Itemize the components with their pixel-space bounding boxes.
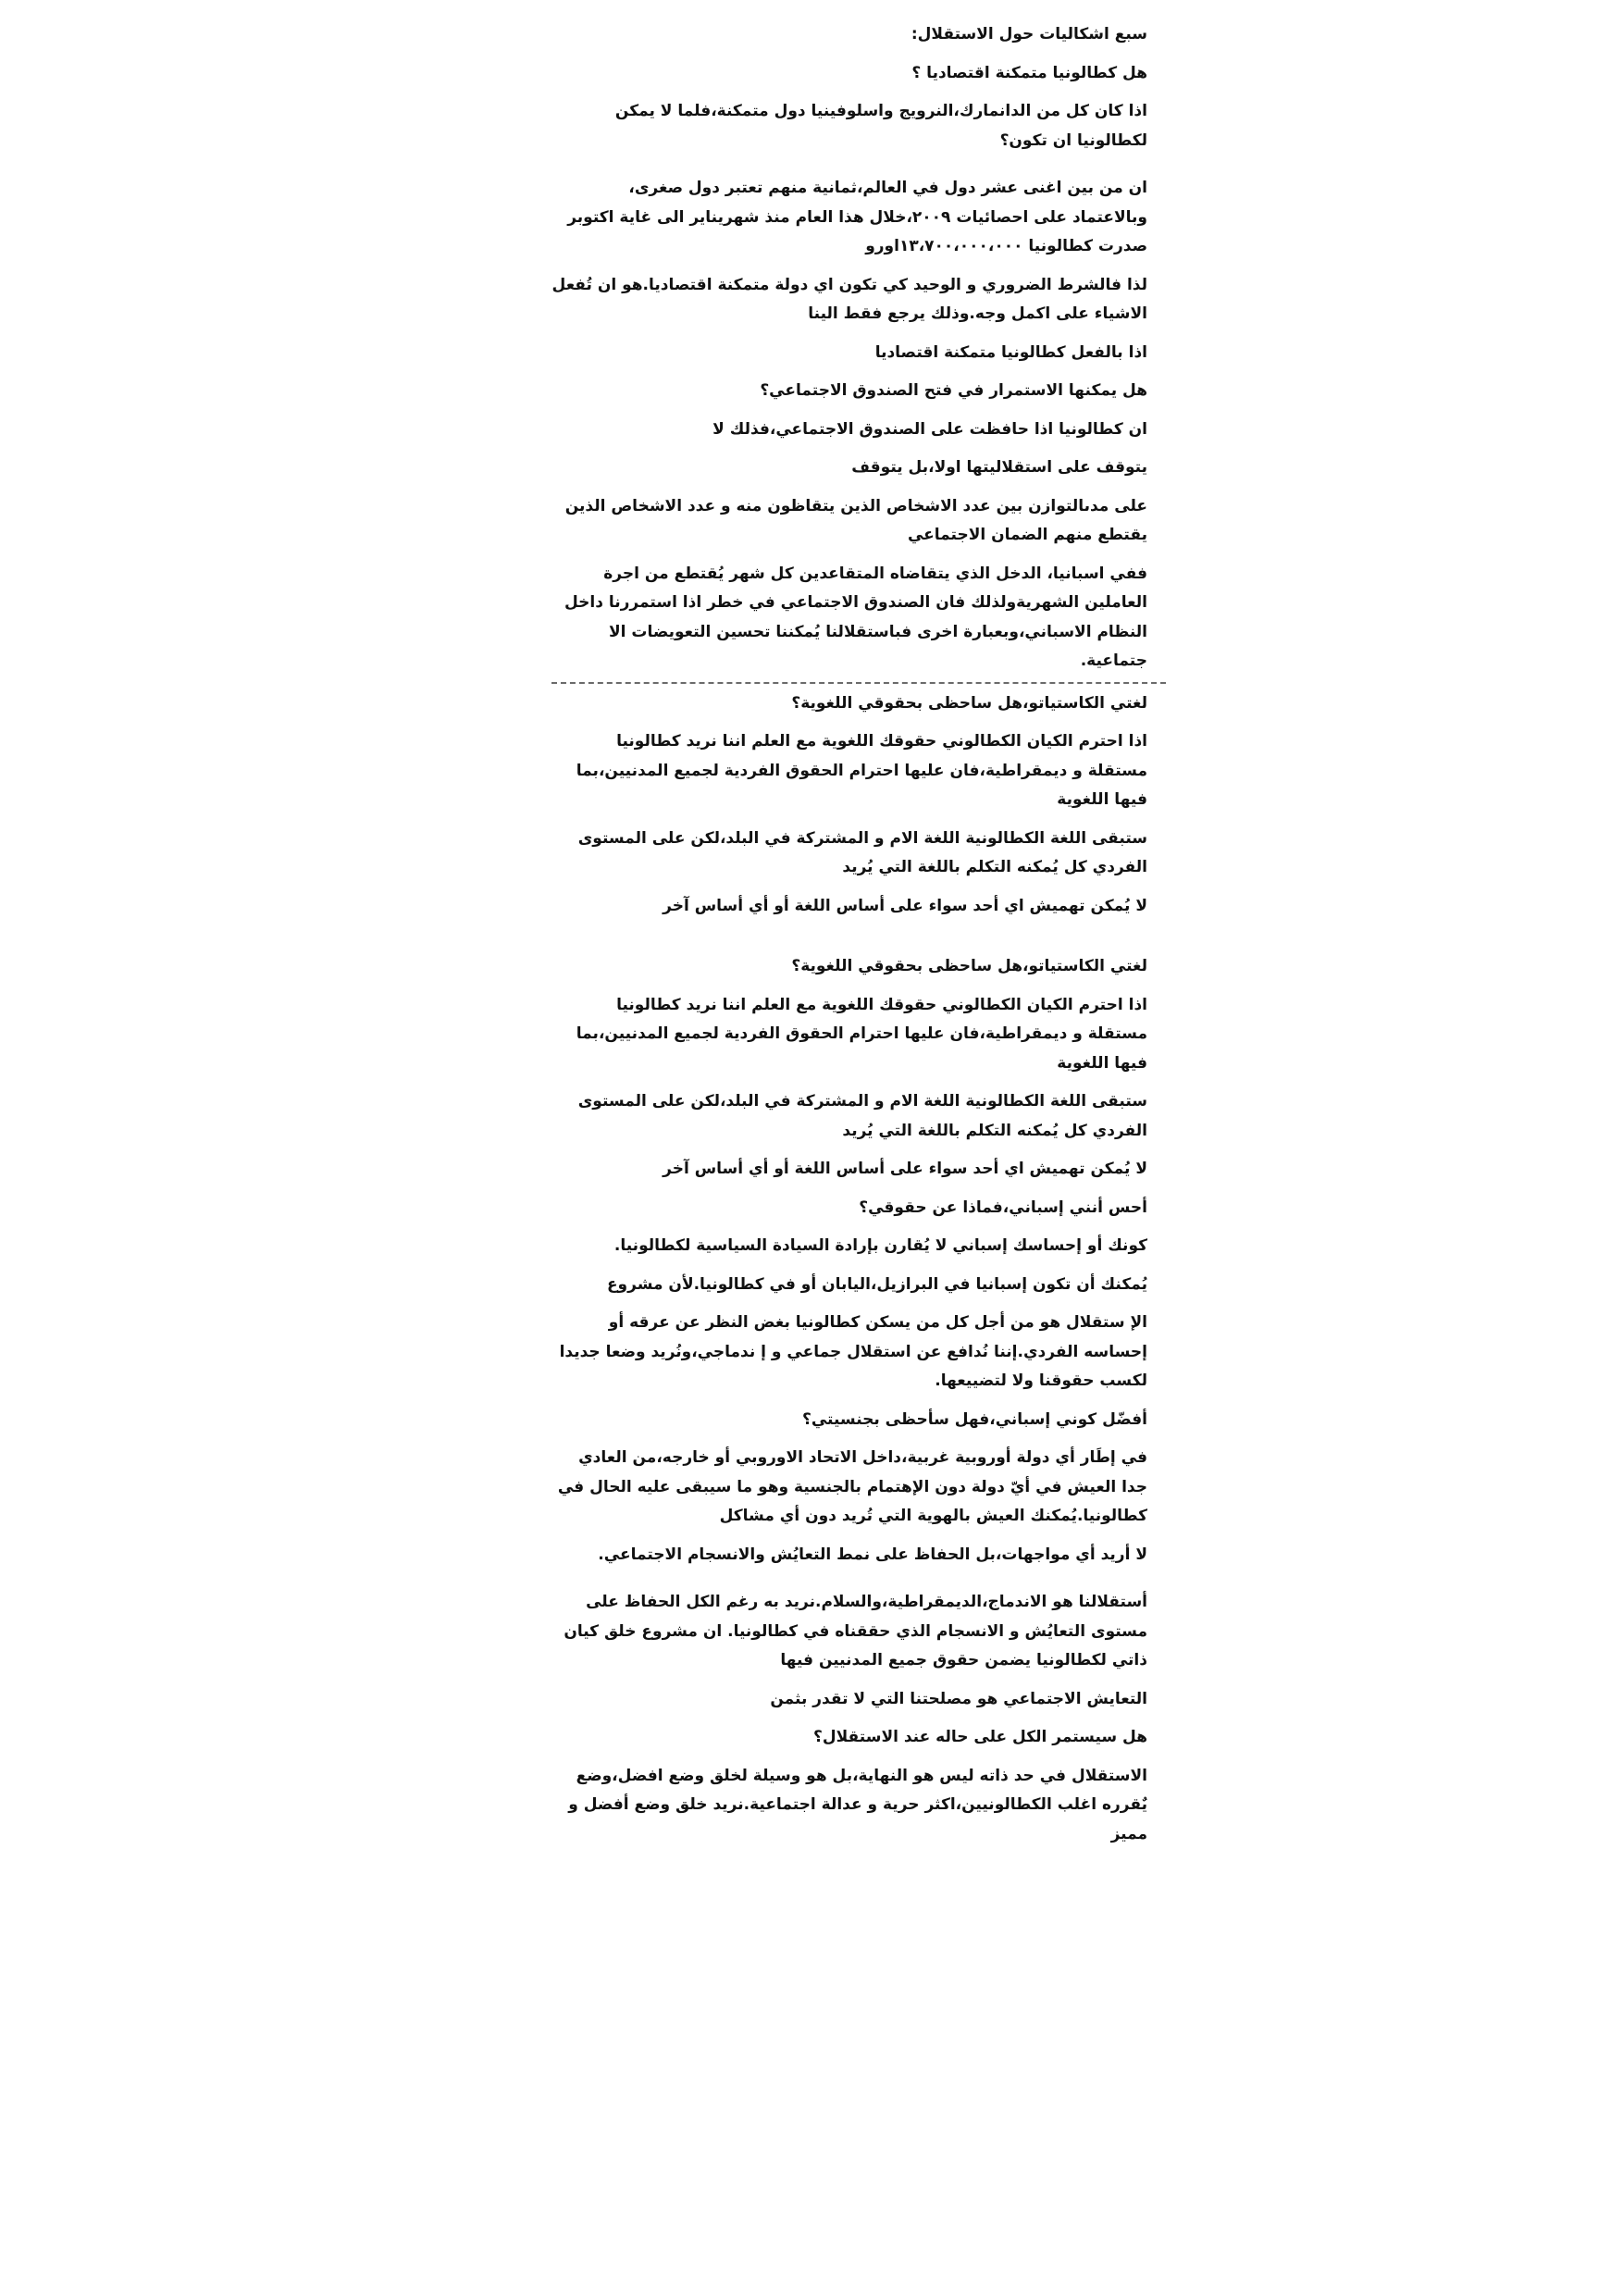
paragraph: لا يُمكن تهميش اي أحد سواء على أساس اللغة أو أي أساس آخر	[663, 1160, 1147, 1178]
paragraph: لا أريد أي مواجهات،بل الحفاظ على نمط التعايُش والانسجام الاجتماعي.	[598, 1545, 1147, 1564]
article-column	[551, 20, 1147, 1849]
paragraph: ستبقى اللغة الكطالونية اللغة الام و المشتركة في البلد،لكن على المستوى الفردي كل يُمكنه التكلم باللغة التي يُريد	[577, 828, 1147, 876]
paragraph: اذا كان كل من الدانمارك،النرويج واسلوفينيا دول متمكنة،فلما لا يمكن لكطالونيا ان تكون؟	[614, 102, 1147, 150]
paragraph: كونك أو إحساسك إسباني لا يُقارن بإرادة السيادة السياسية لكطالونيا.	[613, 1236, 1147, 1255]
paragraph: في إطَار أي دولة أوروبية غربية،داخل الاتحاد الاوروبي أو خارجه،من العادي جدا العيش في أيّ دولة دون الإهتمام بالجنسية وهو ما سيبقى عليه الحال في كطالونيا.يُمكنك العيش بالهوية التي تُريد دون أي مشاكل	[557, 1448, 1147, 1525]
paragraph: ان من بين اغنى عشر دول في العالم،ثمانية منهم تعتبر دول صغرى، وبالاعتماد على احصائيات ٢٠٠٩،خلال هذا العام منذ شهريناير الى غاية اكتوبر صدرت كطالونيا ١٣،٧٠٠،٠٠٠،٠٠٠اورو	[567, 179, 1147, 255]
paragraph: ستبقى اللغة الكطالونية اللغة الام و المشتركة في البلد،لكن على المستوى الفردي كل يُمكنه التكلم باللغة التي يُريد	[577, 1092, 1147, 1140]
paragraph: اذا بالفعل كطالونيا متمكنة اقتصاديا	[874, 342, 1147, 362]
paragraph: الإ ستقلال هو من أجل كل من يسكن كطالونيا بغض النظر عن عرقه أو إحساسه الفردي.إننا نُدافع عن استقلال جماعي و إ ندماجي،ونُريد وضعا جديدا لكسب حقوقنا ولا لتضييعها.	[559, 1313, 1147, 1390]
paragraph: يُمكنك أن تكون إسبانيا في البرازيل،اليابان أو في كطالونيا.لأن مشروع	[606, 1274, 1147, 1294]
section-question: لغتي الكاستياتو،هل ساحظى بحقوقي اللغوية؟	[791, 693, 1147, 713]
section-question: هل سيستمر الكل على حاله عند الاستقلال؟	[813, 1728, 1147, 1746]
section-question: هل يمكنها الاستمرار في فتح الصندوق الاجتماعي؟	[760, 381, 1147, 400]
paragraph: الاستقلال في حد ذاته ليس هو النهاية،بل هو وسيلة لخلق وضع افضل،وضع يٌقرره اغلب الكطالونيين،اكثر حرية و عدالة اجتماعية.نريد خلق وضع أفضل و مميز	[568, 1766, 1147, 1843]
section-question: هل كطالونيا متمكنة اقتصاديا ؟	[911, 63, 1147, 82]
paragraph: يتوقف على استقلاليتها اولا،بل يتوقف	[851, 458, 1147, 477]
paragraph: اذا احترم الكيان الكطالوني حقوقك اللغوية مع العلم اننا نريد كطالونيا مستقلة و ديمقراطية،فان عليها احترام الحقوق الفردية لجميع المدنيين،بما فيها اللغوية	[576, 732, 1147, 809]
paragraph: أستقلالنا هو الاندماج،الديمقراطية،والسلام.نريد به رغم الكل الحفاظ على مستوى التعايُش و الانسجام الذي حققناه في كطالونيا. ان مشروع خلق كيان ذاتي لكطالونيا يضمن حقوق جميع المدنيين فيها	[564, 1593, 1147, 1669]
section-question: أحس أنني إسباني،فماذا عن حقوقي؟	[859, 1198, 1147, 1217]
paragraph: على مدىالتوازن بين عدد الاشخاص الذين يتقاظون منه و عدد الاشخاص الذين يقتطع منهم الضمان الاجتماعي	[564, 496, 1147, 544]
paragraph: ان كطالونيا اذا حافظت على الصندوق الاجتماعي،فذلك لا	[712, 419, 1147, 439]
paragraph: اذا احترم الكيان الكطالوني حقوقك اللغوية مع العلم اننا نريد كطالونيا مستقلة و ديمقراطية،فان عليها احترام الحقوق الفردية لجميع المدنيين،بما فيها اللغوية	[576, 995, 1147, 1073]
document-title: سبع اشكاليات حول الاستقلال:	[911, 25, 1147, 43]
section-question: أفضّل كوني إسباني،فهل سأحظى بجنسيتي؟	[801, 1409, 1147, 1429]
section-divider	[551, 682, 1166, 684]
paragraph: لا يُمكن تهميش اي أحد سواء على أساس اللغة أو أي أساس آخر	[663, 896, 1147, 915]
paragraph: لذا فالشرط الضروري و الوحيد كي تكون اي دولة متمكنة اقتصاديا.هو ان تُفعل الاشياء على اكمل وجه.وذلك يرجع فقط الينا	[551, 275, 1147, 323]
paragraph: التعايش الاجتماعي هو مصلحتنا التي لا تقدر بثمن	[770, 1689, 1147, 1708]
section-question: لغتي الكاستياتو،هل ساحظى بحقوقي اللغوية؟	[791, 957, 1147, 975]
paragraph: ففي اسبانيا، الدخل الذي يتقاضاه المتقاعدين كل شهر يُقتطع من اجرة العاملين الشهريةولذلك فان الصندوق الاجتماعي في خطر اذا استمررنا داخل النظام الاسباني،وبعبارة اخرى فباستقلالنا يُمكننا تحسين التعويضات الا جتماعية.	[564, 564, 1147, 670]
